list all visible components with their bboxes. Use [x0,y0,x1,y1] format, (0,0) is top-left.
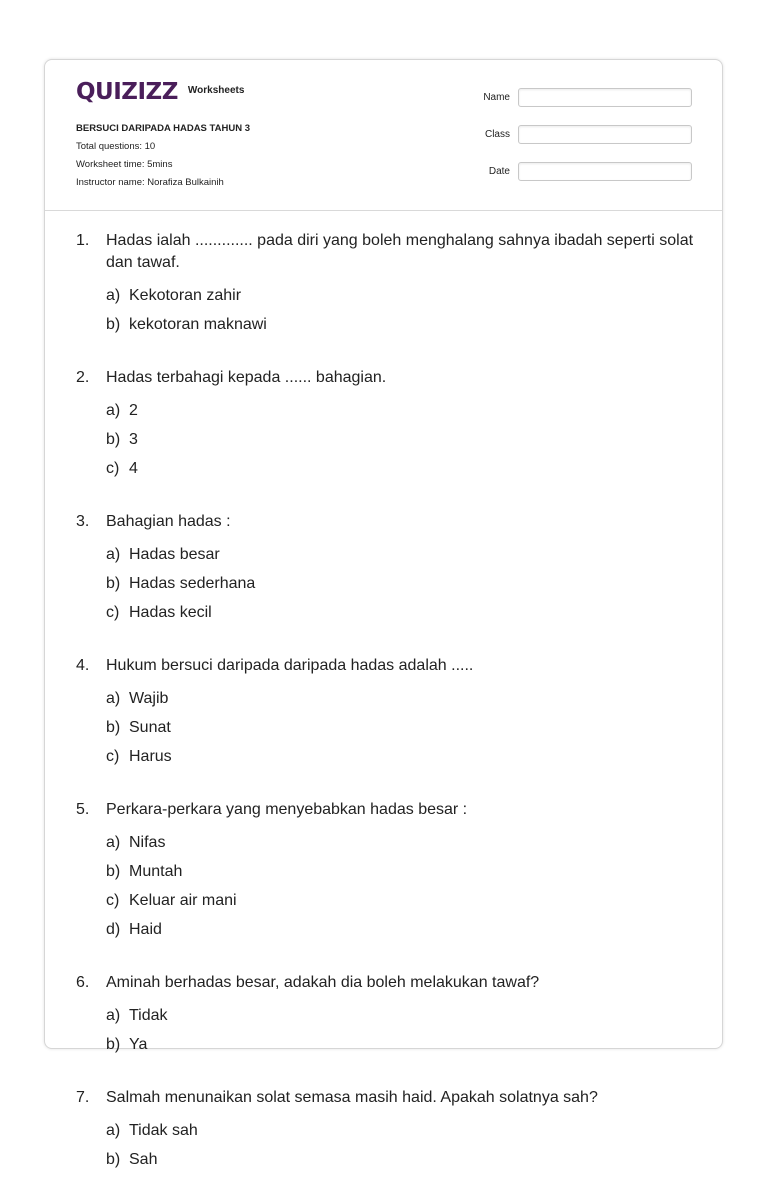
option-text: Nifas [129,834,166,851]
answer-option[interactable] [106,602,403,624]
answer-option[interactable] [106,746,403,768]
question-text: Aminah berhadas besar, adakah dia boleh melakukan tawaf? [106,974,540,991]
question-stem [76,511,696,533]
question-number: 2. [76,369,90,386]
option-text: kekotoran maknawi [129,316,267,333]
question-number: 7. [76,1089,90,1106]
question-number: 5. [76,801,90,818]
option-text: Keluar air mani [129,892,237,909]
answer-option[interactable] [106,573,403,595]
question-stem [76,230,696,274]
option-letter: b) [106,316,121,333]
question-number: 4. [76,657,90,674]
question-number: 6. [76,974,90,991]
question-stem [76,367,696,389]
option-text: Tidak sah [129,1122,198,1139]
option-text: 3 [129,431,138,448]
answer-options [106,1005,696,1063]
option-letter: a) [106,1007,121,1024]
option-text: Hadas besar [129,546,220,563]
option-letter: a) [106,690,121,707]
option-text: 2 [129,402,138,419]
question-number: 3. [76,513,90,530]
logo-subtitle: Worksheets [187,85,245,96]
option-letter: a) [106,834,121,851]
option-letter: b) [106,1036,121,1053]
answer-option[interactable] [106,861,403,883]
name-label: Name [483,91,510,103]
question-item [76,1087,696,1178]
brand [76,80,244,104]
option-letter: b) [106,575,121,592]
answer-options [106,544,696,631]
question-text: Hadas terbahagi kepada ...... bahagian. [106,369,387,386]
class-field[interactable] [518,125,692,144]
worksheet-time: Worksheet time: 5mins [76,159,173,170]
option-letter: a) [106,402,121,419]
answer-option[interactable] [106,688,403,710]
question-stem [76,972,696,994]
option-text: Kekotoran zahir [129,287,242,304]
option-text: Muntah [129,863,183,880]
answer-option[interactable] [106,1120,403,1142]
name-field[interactable] [518,88,692,107]
option-text: Hadas sederhana [129,575,256,592]
option-text: Tidak [129,1007,168,1024]
option-text: Ya [129,1036,148,1053]
answer-option[interactable] [106,717,403,739]
question-item [76,511,696,631]
answer-options [106,832,696,948]
question-item [76,230,696,343]
answer-options [106,400,696,487]
question-text: Perkara-perkara yang menyebabkan hadas besar : [106,801,468,818]
quizizz-logo: QUIZIZZ [76,79,178,105]
answer-option[interactable] [106,458,403,480]
name-field-row [472,86,692,108]
answer-options [106,688,696,775]
question-text: Hadas ialah ............. pada diri yang boleh menghalang sahnya ibadah seperti solat dan tawaf. [106,232,694,271]
worksheet-card [44,59,723,1168]
option-letter: c) [106,604,120,621]
option-text: Harus [129,748,172,765]
answer-options [106,1120,696,1178]
answer-option[interactable] [106,400,403,422]
worksheet-title: BERSUCI DARIPADA HADAS TAHUN 3 [76,123,250,134]
option-letter: c) [106,892,120,909]
date-field-row [472,160,692,182]
question-text: Hukum bersuci daripada daripada hadas adalah ..... [106,657,474,674]
answer-option[interactable] [106,919,403,941]
option-letter: a) [106,546,121,563]
option-text: Sah [129,1151,158,1168]
class-field-row [472,123,692,145]
answer-option[interactable] [106,429,403,451]
question-item [76,799,696,948]
option-letter: b) [106,1151,121,1168]
answer-option[interactable] [106,890,403,912]
answer-option[interactable] [106,285,403,307]
total-questions: Total questions: 10 [76,141,156,152]
question-stem [76,655,696,677]
option-letter: b) [106,431,121,448]
answer-option[interactable] [106,314,403,336]
question-item [76,655,696,775]
worksheet-info [76,120,250,192]
worksheet-header [45,60,722,211]
option-text: 4 [129,460,138,477]
class-label: Class [484,128,510,140]
option-letter: b) [106,719,121,736]
option-letter: a) [106,1122,121,1139]
answer-option[interactable] [106,832,403,854]
option-text: Wajib [129,690,169,707]
answer-options [106,285,696,343]
question-text: Bahagian hadas : [106,513,231,530]
instructor-name: Instructor name: Norafiza Bulkainih [76,177,224,188]
answer-option[interactable] [106,544,403,566]
option-letter: c) [106,748,120,765]
question-list [76,230,696,1202]
date-field[interactable] [518,162,692,181]
option-letter: b) [106,863,121,880]
question-item [76,367,696,487]
option-letter: d) [106,921,121,938]
option-text: Sunat [129,719,171,736]
option-text: Hadas kecil [129,604,212,621]
question-number: 1. [76,232,90,249]
question-item [76,972,696,1063]
answer-option[interactable] [106,1034,403,1056]
question-stem [76,799,696,821]
answer-option[interactable] [106,1149,403,1171]
question-stem [76,1087,696,1109]
option-letter: c) [106,460,120,477]
option-text: Haid [129,921,162,938]
option-letter: a) [106,287,121,304]
question-text: Salmah menunaikan solat semasa masih haid. Apakah solatnya sah? [106,1089,598,1106]
date-label: Date [488,165,510,177]
student-fields [472,86,692,197]
